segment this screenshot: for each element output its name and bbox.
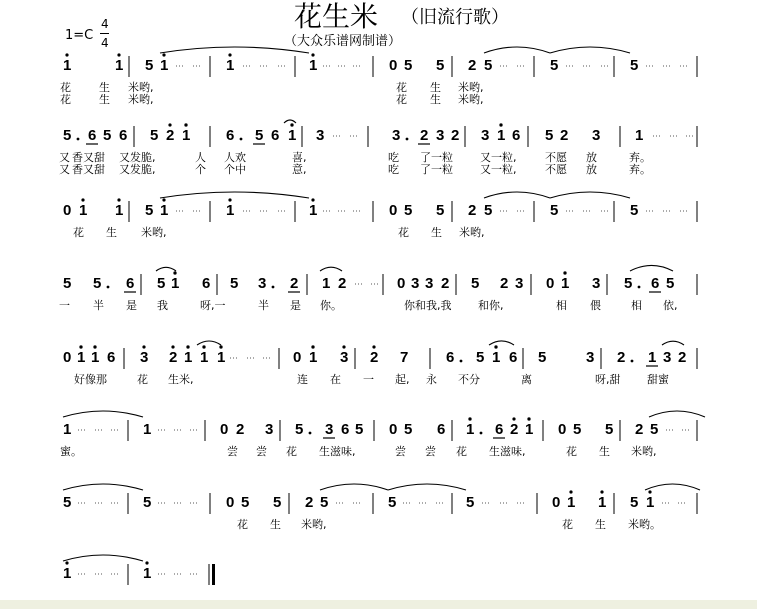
note: 1: [492, 349, 501, 366]
note: 2: [370, 349, 379, 366]
octave-dot: [512, 417, 515, 420]
lyric-word: 香又甜: [72, 151, 105, 164]
lyric-word: 半: [258, 299, 269, 312]
octave-dot: [311, 198, 314, 201]
note: 2: [451, 127, 460, 144]
augmentation-dot: [272, 286, 275, 289]
lyric-word: 不愿: [545, 151, 567, 164]
note: 1: [497, 127, 506, 144]
lyric-word: 尝: [425, 445, 436, 458]
note: 5: [630, 202, 639, 219]
tie-arc: [388, 484, 466, 490]
note: 5: [476, 349, 485, 366]
note: 1: [646, 494, 655, 511]
octave-dot: [228, 53, 231, 56]
note: 0: [558, 421, 567, 438]
lyric-word: 生: [270, 518, 281, 531]
note: 1: [115, 202, 124, 219]
note: 6: [88, 127, 97, 144]
note: 0: [552, 494, 561, 511]
lyric-word: 生米,: [168, 373, 194, 386]
note: 5: [273, 494, 282, 511]
tie-arc: [484, 192, 550, 198]
note: 5: [624, 275, 633, 292]
note: 1: [171, 275, 180, 292]
lyric-word: 米哟,: [459, 226, 485, 239]
note: 3: [663, 349, 672, 366]
tie-arc: [320, 484, 388, 490]
note: 1: [63, 421, 72, 438]
note: 5: [471, 275, 480, 292]
note: 3: [586, 349, 595, 366]
note: 1: [77, 349, 86, 366]
lyric-word: 连: [297, 373, 308, 386]
octave-dot: [142, 345, 145, 348]
octave-dot: [219, 345, 222, 348]
tie-arc: [63, 555, 143, 561]
lyric-word: 个: [195, 163, 206, 176]
tie-arc: [630, 265, 673, 271]
lyric-word: 米哟,: [128, 81, 154, 94]
key-signature: 1=C: [65, 28, 94, 43]
lyric-word: 人: [195, 151, 206, 164]
note: 1: [309, 349, 318, 366]
lyric-word: 花: [396, 81, 407, 94]
lyric-word: 相: [631, 299, 642, 312]
note: 2: [169, 349, 178, 366]
note: 1: [567, 494, 576, 511]
octave-dot: [499, 123, 502, 126]
lyric-word: 又一粒,: [480, 151, 517, 164]
time-signature-bottom: 4: [101, 36, 109, 50]
note: 3: [316, 127, 325, 144]
note: 3: [436, 127, 445, 144]
octave-dot: [569, 490, 572, 493]
note: 5: [550, 202, 559, 219]
note: 3: [392, 127, 401, 144]
tie-arc: [160, 192, 309, 198]
octave-dot: [202, 345, 205, 348]
note: 1: [184, 349, 193, 366]
lyric-word: 花: [286, 445, 297, 458]
note: 3: [592, 127, 601, 144]
lyric-word: 尝: [256, 445, 267, 458]
lyric-word: 在: [330, 373, 341, 386]
lyric-word: 半: [93, 299, 104, 312]
lyric-word: 离: [521, 373, 532, 386]
lyric-word: 永: [426, 373, 437, 386]
note: 1: [322, 275, 331, 292]
octave-dot: [184, 123, 187, 126]
note: 3: [258, 275, 267, 292]
octave-dot: [648, 490, 651, 493]
tie-arc: [550, 192, 630, 198]
note: 1: [309, 202, 318, 219]
note: 3: [265, 421, 274, 438]
augmentation-dot: [480, 432, 483, 435]
lyric-word: 又发脆,: [119, 151, 156, 164]
lyric-word: 花: [562, 518, 573, 531]
note: 5: [103, 127, 112, 144]
tie-arc: [649, 411, 705, 417]
note: 5: [255, 127, 264, 144]
note: 5: [630, 57, 639, 74]
note: 2: [166, 127, 175, 144]
lyric-word: 又: [59, 163, 70, 176]
note: 5: [63, 275, 72, 292]
lyric-word: 生: [430, 93, 441, 106]
note: 5: [355, 421, 364, 438]
note: 5: [388, 494, 397, 511]
note: 5: [573, 421, 582, 438]
note: 2: [236, 421, 245, 438]
note: 5: [630, 494, 639, 511]
octave-dot: [527, 417, 530, 420]
lyric-word: 花: [456, 445, 467, 458]
note: 2: [468, 57, 477, 74]
note: 1: [63, 565, 72, 582]
note: 2: [500, 275, 509, 292]
lyric-word: 又发脆,: [119, 163, 156, 176]
tie-arc: [489, 341, 514, 345]
lyric-word: 生: [599, 445, 610, 458]
lyric-word: 好像那: [74, 373, 107, 386]
octave-dot: [186, 345, 189, 348]
note: 1: [160, 57, 169, 74]
tie-arc: [63, 411, 143, 417]
lyric-word: 呀,甜: [595, 373, 621, 386]
note: 5: [404, 202, 413, 219]
note: 3: [515, 275, 524, 292]
note: 3: [340, 349, 349, 366]
lyric-word: 又一粒,: [480, 163, 517, 176]
lyric-word: 不分: [458, 373, 480, 386]
note: 1: [288, 127, 297, 144]
bottom-strip: [0, 600, 757, 609]
lyric-word: 米哟,: [458, 81, 484, 94]
octave-dot: [93, 345, 96, 348]
lyric-word: 米哟,: [301, 518, 327, 531]
lyric-word: 和你,: [478, 299, 504, 312]
note: 1: [226, 202, 235, 219]
lyric-word: 米哟。: [628, 518, 661, 531]
note: 5: [404, 421, 413, 438]
lyric-word: 呀,一: [200, 299, 226, 312]
lyric-word: 了一粒: [420, 163, 453, 176]
lyric-word: 相: [556, 299, 567, 312]
note: 3: [425, 275, 434, 292]
note: 0: [389, 57, 398, 74]
lyric-word: 意,: [292, 163, 307, 176]
note: 5: [436, 202, 445, 219]
lyric-word: 一: [59, 299, 70, 312]
note: 5: [157, 275, 166, 292]
note: 2: [441, 275, 450, 292]
lyric-word: 生: [99, 81, 110, 94]
augmentation-dot: [107, 286, 110, 289]
lyric-word: 依,: [663, 299, 678, 312]
note: 5: [650, 421, 659, 438]
note: 5: [143, 494, 152, 511]
lyric-word: 生: [595, 518, 606, 531]
tie-arc: [284, 120, 296, 123]
lyric-word: 不愿: [545, 163, 567, 176]
lyric-word: 米哟,: [458, 93, 484, 106]
octave-dot: [65, 561, 68, 564]
octave-dot: [311, 53, 314, 56]
lyric-word: 生: [431, 226, 442, 239]
lyric-word: 吃: [388, 151, 399, 164]
lyric-word: 花: [398, 226, 409, 239]
note: 5: [241, 494, 250, 511]
note: 1: [635, 127, 644, 144]
note: 5: [230, 275, 239, 292]
note: 5: [605, 421, 614, 438]
lyric-word: 香又甜: [72, 163, 105, 176]
note: 1: [160, 202, 169, 219]
octave-dot: [81, 198, 84, 201]
lyric-word: 我: [157, 299, 168, 312]
note: 3: [140, 349, 149, 366]
note: 2: [617, 349, 626, 366]
lyric-word: 又: [59, 151, 70, 164]
note: 6: [341, 421, 350, 438]
note: 5: [436, 57, 445, 74]
octave-dot: [162, 198, 165, 201]
tie-arc: [197, 341, 221, 345]
note: 1: [79, 202, 88, 219]
note: 3: [592, 275, 601, 292]
lyric-word: 起,: [395, 373, 410, 386]
note: 1: [561, 275, 570, 292]
note: 5: [93, 275, 102, 292]
note: 5: [145, 202, 154, 219]
octave-dot: [342, 345, 345, 348]
lyric-word: 花: [396, 93, 407, 106]
octave-dot: [117, 53, 120, 56]
note: 5: [484, 202, 493, 219]
note: 6: [651, 275, 660, 292]
note: 5: [484, 57, 493, 74]
lyric-word: 了一粒: [420, 151, 453, 164]
time-signature-top: 4: [101, 17, 109, 31]
note: 6: [495, 421, 504, 438]
octave-dot: [494, 345, 497, 348]
final-barline-thick: [212, 564, 215, 585]
octave-dot: [162, 53, 165, 56]
octave-dot: [171, 345, 174, 348]
lyric-word: 生滋味,: [489, 445, 526, 458]
note: 3: [411, 275, 420, 292]
augmentation-dot: [406, 138, 409, 141]
lyric-word: 花: [566, 445, 577, 458]
lyric-word: 一: [363, 373, 374, 386]
note: 3: [325, 421, 334, 438]
note: 6: [512, 127, 521, 144]
octave-dot: [372, 345, 375, 348]
note: 0: [389, 202, 398, 219]
note: 1: [200, 349, 209, 366]
note: 0: [397, 275, 406, 292]
lyric-word: 花: [237, 518, 248, 531]
octave-dot: [173, 271, 176, 274]
note: 0: [389, 421, 398, 438]
lyric-word: 甜蜜: [647, 373, 669, 386]
note: 5: [145, 57, 154, 74]
credit-line: （大众乐谱网制谱）: [284, 34, 402, 49]
note: 5: [545, 127, 554, 144]
octave-dot: [468, 417, 471, 420]
lyric-word: 喜,: [292, 151, 307, 164]
lyric-word: 吃: [388, 163, 399, 176]
octave-dot: [600, 490, 603, 493]
note: 1: [525, 421, 534, 438]
lyric-word: 弃。: [629, 163, 651, 176]
note: 2: [290, 275, 299, 292]
lyric-word: 人欢: [224, 151, 246, 164]
note: 1: [217, 349, 226, 366]
note: 6: [446, 349, 455, 366]
lyric-word: 花: [137, 373, 148, 386]
augmentation-dot: [638, 286, 641, 289]
note: 0: [63, 349, 72, 366]
lyric-word: 蜜。: [60, 445, 82, 458]
augmentation-dot: [77, 138, 80, 141]
note: 2: [510, 421, 519, 438]
note: 5: [666, 275, 675, 292]
note: 2: [635, 421, 644, 438]
note: 1: [648, 349, 657, 366]
lyric-word: 偎: [590, 299, 601, 312]
note: 5: [295, 421, 304, 438]
note: 7: [400, 349, 409, 366]
note: 6: [509, 349, 518, 366]
lyric-word: 米哟,: [128, 93, 154, 106]
note: 1: [466, 421, 475, 438]
augmentation-dot: [631, 360, 634, 363]
augmentation-dot: [240, 138, 243, 141]
lyric-word: 你和我,我: [404, 299, 452, 312]
lyric-word: 花: [60, 81, 71, 94]
note: 1: [91, 349, 100, 366]
tie-arc: [662, 341, 684, 345]
octave-dot: [79, 345, 82, 348]
lyric-word: 生: [430, 81, 441, 94]
note: 2: [678, 349, 687, 366]
note: 2: [560, 127, 569, 144]
tie-arc: [484, 47, 550, 53]
augmentation-dot: [460, 360, 463, 363]
lyric-word: 是: [126, 299, 137, 312]
note: 5: [466, 494, 475, 511]
augmentation-dot: [309, 432, 312, 435]
lyric-word: 尝: [227, 445, 238, 458]
octave-dot: [117, 198, 120, 201]
note: 6: [119, 127, 128, 144]
note: 1: [309, 57, 318, 74]
tie-arc: [160, 47, 309, 53]
octave-dot: [145, 561, 148, 564]
note: 6: [437, 421, 446, 438]
note: 5: [538, 349, 547, 366]
lyric-word: 个中: [224, 163, 246, 176]
note: 1: [115, 57, 124, 74]
note: 6: [202, 275, 211, 292]
note: 2: [305, 494, 314, 511]
lyric-word: 生滋味,: [319, 445, 356, 458]
song-title: 花生米: [294, 0, 379, 33]
lyric-word: 你。: [320, 299, 342, 312]
note: 2: [338, 275, 347, 292]
octave-dot: [65, 53, 68, 56]
song-subtitle: （旧流行歌）: [401, 7, 509, 28]
lyric-word: 花: [73, 226, 84, 239]
lyric-word: 米哟,: [631, 445, 657, 458]
note: 6: [126, 275, 135, 292]
octave-dot: [228, 198, 231, 201]
lyric-word: 尝: [395, 445, 406, 458]
note: 5: [320, 494, 329, 511]
tie-arc: [156, 267, 176, 271]
lyric-word: 花: [60, 93, 71, 106]
lyric-word: 弃。: [629, 151, 651, 164]
lyric-word: 生: [99, 93, 110, 106]
note: 1: [598, 494, 607, 511]
note: 1: [182, 127, 191, 144]
note: 1: [63, 57, 72, 74]
note: 6: [226, 127, 235, 144]
note: 0: [546, 275, 555, 292]
note: 5: [404, 57, 413, 74]
note: 1: [143, 421, 152, 438]
octave-dot: [168, 123, 171, 126]
note: 5: [63, 494, 72, 511]
note: 6: [107, 349, 116, 366]
note: 1: [226, 57, 235, 74]
lyric-word: 是: [290, 299, 301, 312]
note: 0: [226, 494, 235, 511]
octave-dot: [563, 271, 566, 274]
note: 0: [63, 202, 72, 219]
tie-arc: [63, 484, 143, 490]
note: 5: [63, 127, 72, 144]
tie-arc: [645, 484, 700, 490]
note: 2: [420, 127, 429, 144]
note: 5: [150, 127, 159, 144]
lyric-word: 生: [106, 226, 117, 239]
lyric-word: 米哟,: [141, 226, 167, 239]
note: 6: [271, 127, 280, 144]
lyric-word: 放: [586, 151, 597, 164]
note: 3: [481, 127, 490, 144]
lyric-word: 放: [586, 163, 597, 176]
note: 5: [550, 57, 559, 74]
note: 2: [468, 202, 477, 219]
note: 0: [293, 349, 302, 366]
note: 1: [143, 565, 152, 582]
tie-arc: [320, 267, 342, 271]
note: 0: [220, 421, 229, 438]
tie-arc: [550, 47, 630, 53]
octave-dot: [290, 123, 293, 126]
octave-dot: [311, 345, 314, 348]
